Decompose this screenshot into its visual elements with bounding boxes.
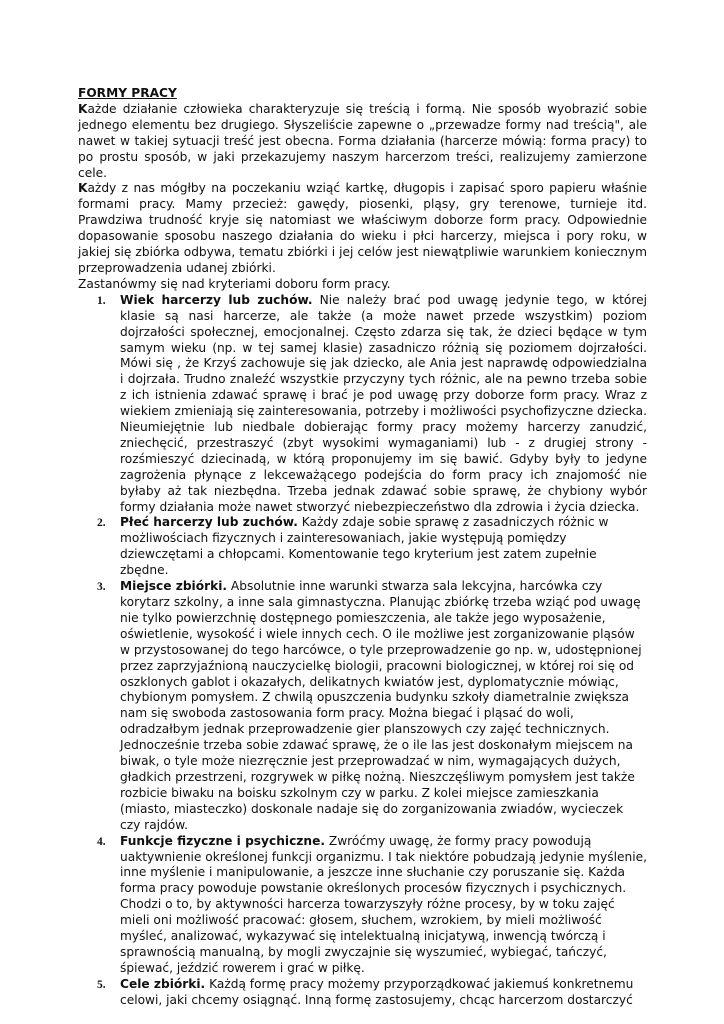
paragraph-1 bbox=[78, 102, 647, 182]
paragraph-text: ażde działanie człowieka charakteryzuje się treścią i formą. Nie sposób wyobrazić sobie jednego elementu bez drugiego. Słyszeliście zapewne o „przewadze formy nad treścią", ale nawet w takiej sytuacji treść jest obecna. Forma działania (harcerze mówią: forma pracy) to po prostu sposób, w jaki przekazujemy naszym harcerzom treści, realizujemy zamierzone cele. bbox=[78, 101, 647, 180]
list-number: 5. bbox=[97, 978, 106, 991]
criterion-title: Funkcje fizyczne i psychiczne. bbox=[120, 833, 325, 848]
drop-initial: K bbox=[78, 101, 88, 116]
criterion-text: Absolutnie inne warunki stwarza sala lekcyjna, harcówka czy korytarz szkolny, a inne sala gimnastyczna. Planując zbiórkę trzeba wziąć pod uwagę nie tylko powierzchnię dostępnego pomieszczenia, ale także jego wyposażenie, oświetlenie, wysokość i wiele innych cech. O ile możliwe jest zorganizowanie pląsów w przystosowanej do tego harcówce, o tyle przeprowadzenie go np. w, udostępnionej przez zaprzyjaźnioną nauczycielkę biologii, pracowni biologicznej, w której roi się od oszklonych gablot i okazałych, delikatnych kwiatów jest, dyplomatycznie mówiąc, chybionym pomysłem. Z chwilą opuszczenia budynku szkoły diametralnie zwiększa nam się swoboda zastosowania form pracy. Można biegać i pląsać do woli, odradzałbym jednak przeprowadzenie gier planszowych czy zajęć technicznych. Jednocześnie trzeba sobie zdawać sprawę, że o ile las jest doskonałym miejscem na biwak, o tyle może niezręcznie jest przeprowadzać w nim, wymagających dużych, gładkich przestrzeni, rozgrywek w piłkę nożną. Nieszczęśliwym pomysłem jest także rozbicie biwaku na boisku szkolnym czy w parku. Z kolei miejsce zamieszkania (miasto, miasteczko) doskonale nadaje się do zorganizowania zwiadów, wycieczek czy rajdów. bbox=[120, 579, 642, 832]
drop-initial: K bbox=[78, 181, 88, 196]
list-number: 2. bbox=[97, 517, 106, 530]
criterion-text: Zwróćmy uwagę, że formy pracy powodują uaktywnienie określonej funkcji organizmu. I tak niektóre pobudzają jedynie myślenie, inne myślenie i manipulowanie, a jeszcze inne słuchanie czy poruszanie się. Każda forma pracy powoduje powstanie określonych procesów fizycznych i psychicznych. Chodzi o to, by aktywności harcerza towarzyszyły różne procesy, by w toku zajęć mieli oni możliwość pracować: głosem, słuchem, wzrokiem, by mieli możliwość myśleć, analizować, wykazywać się intelektualną inicjatywą, inwencją twórczą i sprawnością manualną, by mogli zwyczajnie się wyszumieć, wybiegać, tańczyć, śpiewać, jeździć rowerem i grać w piłkę. bbox=[120, 833, 647, 975]
criterion-gender bbox=[78, 515, 647, 579]
criterion-functions bbox=[78, 834, 647, 977]
list-number: 1. bbox=[97, 294, 106, 307]
intro-line: Zastanówmy się nad kryteriami doboru form pracy. bbox=[78, 276, 391, 291]
criteria-list bbox=[78, 293, 647, 1009]
criterion-text: Nie należy brać pod uwagę jedynie tego, w której klasie są nasi harcerze, ale także (a może nawet przede wszystkim) poziom dojrzałości społecznej, emocjonalnej. Często zdarza się tak, że dzieci będące w tym samym wieku (np. w tej samej klasie) zasadniczo różnią się poziomem dojrzałości. Mówi się , że Krzyś zachowuje się jak dziecko, ale Ania jest naprawdę odpowiedzialna i dojrzała. Trudno znaleźć wszystkie przyczyny tych różnic, ale na pewno trzeba sobie z ich istnienia zdawać sprawę i brać je pod uwagę przy doborze form pracy. Wraz z wiekiem zmieniają się zainteresowania, potrzeby i możliwości psychofizyczne dziecka. Nieumiejętnie lub niedbale dobierając formy pracy możemy harcerzy zanudzić, zniechęcić, przestraszyć (zbyt wysokimi wymaganiami) lub - z drugiej strony - rozśmieszyć dziecinadą, w którą proponujemy im się bawić. Gdyby były to jedyne zagrożenia płynące z lekceważącego podejścia do form pracy ich znajomość nie byłaby aż tak niezbędna. Trzeba jednak zdawać sobie sprawę, że chybiony wybór formy działania może nawet stworzyć niebezpieczeństwo dla zdrowia i życia dziecka. bbox=[120, 292, 647, 514]
criterion-text: Każdą formę pracy możemy przyporządkować jakiemuś konkretnemu celowi, jaki chcemy osiągnąć. Inną formę zastosujemy, chcąc harcerzom dostarczyć bbox=[120, 976, 634, 1007]
criterion-age bbox=[78, 293, 647, 516]
criterion-place bbox=[78, 579, 647, 834]
criterion-title: Miejsce zbiórki. bbox=[120, 579, 228, 594]
list-number: 4. bbox=[97, 835, 106, 848]
criterion-goals bbox=[78, 977, 647, 1009]
criterion-title: Wiek harcerzy lub zuchów. bbox=[120, 292, 313, 307]
page-title: FORMY PRACY bbox=[78, 86, 177, 100]
criterion-title: Cele zbiórki. bbox=[120, 976, 206, 991]
list-number: 3. bbox=[97, 581, 106, 594]
criterion-title: Płeć harcerzy lub zuchów. bbox=[120, 515, 298, 530]
document-page bbox=[78, 86, 647, 1009]
paragraph-text: ażdy z nas mógłby na poczekaniu wziąć kartkę, długopis i zapisać sporo papieru właśnie formami pracy. Mamy przecież: gawędy, piosenki, pląsy, gry terenowe, turnieje itd. Prawdziwa trudność kryje się natomiast we właściwym doborze form pracy. Odpowiednie dopasowanie sposobu naszego działania do wieku i płci harcerzy, miejsca i pory roku, w jakiej się zbiórka odbywa, tematu zbiórki i jej celów jest niewątpliwie warunkiem koniecznym przeprowadzenia udanej zbiórki. bbox=[78, 181, 647, 275]
criterion-text: Każdy zdaje sobie sprawę z zasadniczych różnic w możliwościach fizycznych i zainteresowaniach, jakie występują pomiędzy dziewczętami a chłopcami. Komentowanie tego kryterium jest zatem zupełnie zbędne. bbox=[120, 515, 609, 578]
paragraph-2 bbox=[78, 181, 647, 276]
